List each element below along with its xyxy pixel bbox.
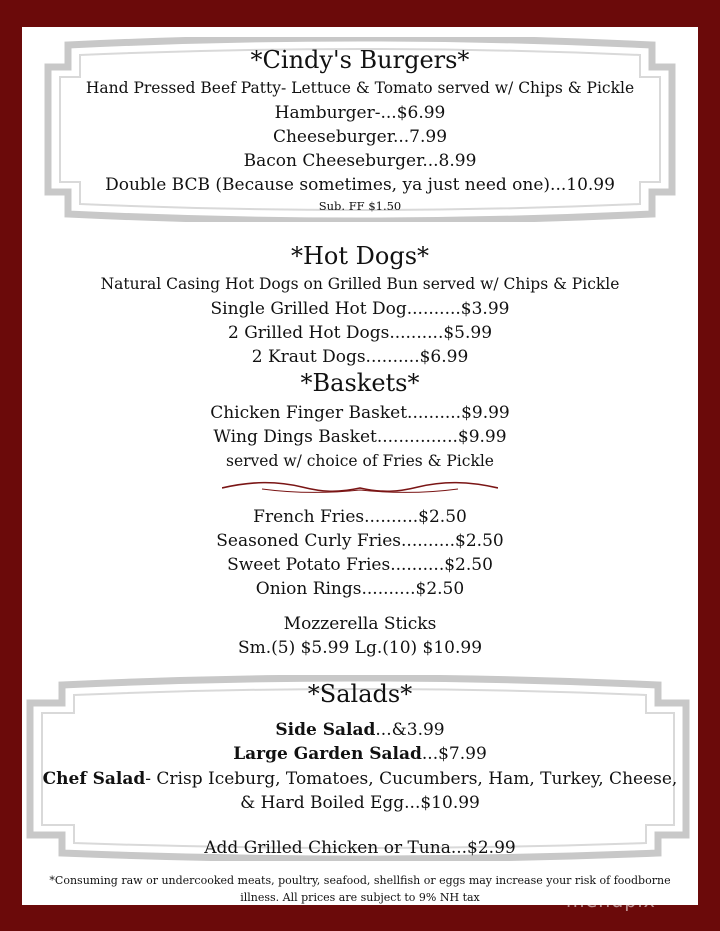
- baskets-note: served w/ choice of Fries & Pickle: [226, 452, 494, 470]
- salads-title: *Salads*: [307, 680, 413, 708]
- menu-item-single-hot-dog: Single Grilled Hot Dog..........$3.99: [210, 299, 510, 319]
- decorative-divider: [222, 477, 498, 499]
- chef-salad-description-cont: & Hard Boiled Egg...$10.99: [240, 793, 480, 813]
- menu-item-double-bcb: Double BCB (Because sometimes, ya just need one)...10.99: [105, 175, 615, 195]
- disclaimer-line-1: *Consuming raw or undercooked meats, poultry, seafood, shellfish or eggs may increase your risk of foodborne: [49, 874, 671, 887]
- menu-item-french-fries: French Fries..........$2.50: [253, 507, 467, 527]
- side-salad-price: ...&3.99: [375, 720, 445, 740]
- burgers-title: *Cindy's Burgers*: [250, 46, 470, 74]
- watermark: menupix: [566, 890, 656, 912]
- menu-item-onion-rings: Onion Rings..........$2.50: [255, 579, 465, 599]
- burgers-description: Hand Pressed Beef Patty- Lettuce & Tomato served w/ Chips & Pickle: [85, 79, 635, 97]
- mozzarella-sticks-prices: Sm.(5) $5.99 Lg.(10) $10.99: [237, 638, 483, 658]
- hotdogs-title: *Hot Dogs*: [290, 242, 430, 270]
- menu-item-chef-salad: [22, 769, 698, 789]
- burgers-sub-note: Sub. FF $1.50: [318, 199, 402, 213]
- garden-salad-price: ...$7.99: [421, 744, 487, 764]
- menu-item-kraut-dogs: 2 Kraut Dogs..........$6.99: [251, 347, 469, 367]
- garden-salad-name: Large Garden Salad: [233, 744, 422, 764]
- hotdogs-description: Natural Casing Hot Dogs on Grilled Bun served w/ Chips & Pickle: [100, 275, 620, 293]
- chef-salad-description: - Crisp Iceburg, Tomatoes, Cucumbers, Ham, Turkey, Cheese,: [145, 769, 678, 789]
- menu-page: [22, 27, 698, 905]
- baskets-title: *Baskets*: [300, 369, 420, 397]
- menu-item-cheeseburger: Cheeseburger...7.99: [272, 127, 448, 147]
- menu-item-side-salad: [22, 720, 698, 740]
- chef-salad-name: Chef Salad: [42, 769, 146, 789]
- menu-item-garden-salad: [22, 744, 698, 764]
- menu-item-sweet-potato-fries: Sweet Potato Fries..........$2.50: [227, 555, 493, 575]
- salad-addon: Add Grilled Chicken or Tuna...$2.99: [204, 838, 516, 858]
- menu-item-curly-fries: Seasoned Curly Fries..........$2.50: [216, 531, 504, 551]
- menu-item-wing-dings-basket: Wing Dings Basket...............$9.99: [213, 427, 507, 447]
- menu-item-chicken-finger-basket: Chicken Finger Basket..........$9.99: [210, 403, 510, 423]
- menu-item-hamburger: Hamburger-...$6.99: [274, 103, 446, 123]
- disclaimer-line-2: illness. All prices are subject to 9% NH tax: [240, 891, 480, 904]
- mozzarella-sticks-title: Mozzerella Sticks: [283, 614, 437, 634]
- menu-item-bacon-cheeseburger: Bacon Cheeseburger...8.99: [243, 151, 477, 171]
- side-salad-name: Side Salad: [275, 720, 376, 740]
- menu-item-two-hot-dogs: 2 Grilled Hot Dogs..........$5.99: [227, 323, 493, 343]
